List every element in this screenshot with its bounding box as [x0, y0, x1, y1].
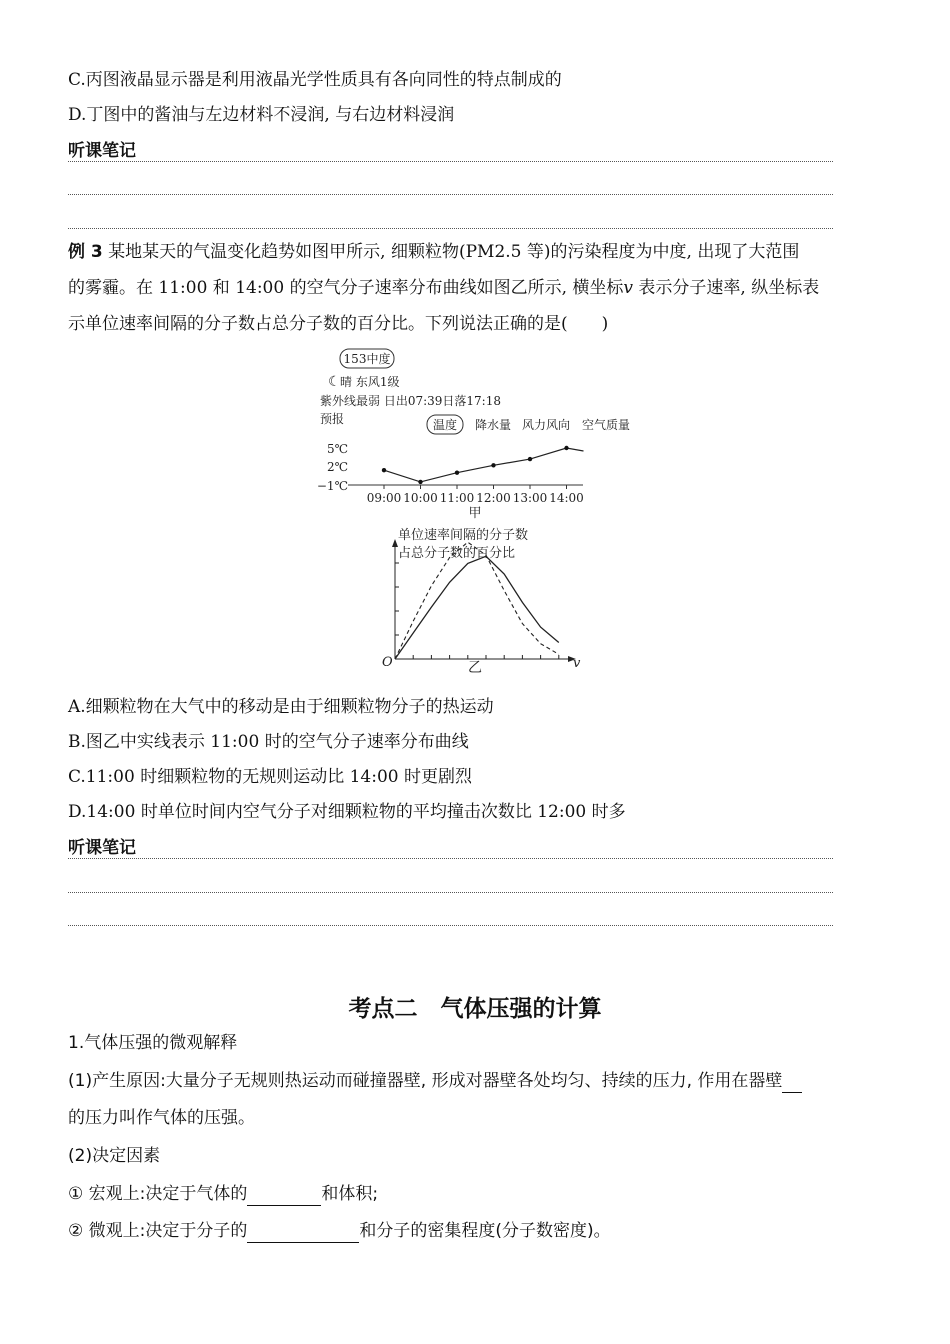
temperature-point	[418, 480, 422, 484]
tab-air-quality: 空气质量	[582, 418, 631, 432]
temperature-point	[564, 446, 568, 450]
tab-wind: 风力风向	[522, 418, 571, 432]
example3-line2	[68, 276, 819, 300]
option-c-prev: C.丙图液晶显示器是利用液晶光学性质具有各向同性的特点制成的	[68, 70, 562, 90]
temperature-point	[455, 470, 459, 474]
notes-line	[68, 925, 833, 926]
option-d-prev: D.丁图中的酱油与左边材料不浸润, 与右边材料浸润	[68, 105, 455, 125]
section-p2-text: (1)产生原因:大量分子无规则热运动而碰撞器壁, 形成对器壁各处均匀、持续的压力, 作用在器壁	[68, 1071, 783, 1091]
figure-weather-and-distribution	[300, 345, 631, 680]
x-tick-label: 11:00	[439, 491, 475, 505]
example-label: 例 3	[68, 242, 103, 262]
caption-jia: 甲	[468, 506, 482, 521]
section-p5	[68, 1182, 378, 1206]
y-tick-label: 2℃	[326, 460, 348, 474]
example3-text-2b: 表示分子速率, 纵坐标表	[633, 278, 820, 298]
section-title: 考点二 气体压强的计算	[348, 996, 602, 1022]
option-a: A.细颗粒物在大气中的移动是由于细颗粒物分子的热运动	[68, 697, 494, 717]
example3-line3: 示单位速率间隔的分子数占总分子数的百分比。下列说法正确的是( )	[68, 314, 609, 334]
x-tick-label: 12:00	[476, 491, 511, 505]
temperature-point	[528, 457, 532, 461]
section-p4: (2)决定因素	[68, 1146, 161, 1166]
section-p3: 的压力叫作气体的压强。	[68, 1108, 255, 1128]
fill-blank[interactable]	[247, 1224, 359, 1243]
notes-line	[68, 858, 833, 859]
y-tick-label: 5℃	[326, 442, 348, 456]
notes-line	[68, 161, 833, 162]
moon-icon: ☾	[328, 374, 341, 390]
example3-text-1: 某地某天的气温变化趋势如图甲所示, 细颗粒物(PM2.5 等)的污染程度为中度, 出现了大范围	[108, 242, 800, 262]
section-p6-text-b: 和分子的密集程度(分子数密度)。	[359, 1221, 611, 1241]
section-p6-text-a: ② 微观上:决定于分子的	[68, 1221, 248, 1241]
y-axis-label-2: 占总分子数的百分比	[398, 546, 516, 561]
tab-temperature: 温度	[432, 418, 458, 432]
y-axis-label-1: 单位速率间隔的分子数	[398, 528, 529, 543]
option-c: C.11:00 时细颗粒物的无规则运动比 14:00 时更剧烈	[68, 767, 472, 787]
notes-line	[68, 892, 833, 893]
weather-text: 晴 东风1级	[340, 375, 400, 389]
x-tick-label: 09:00	[366, 491, 402, 505]
section-p6	[68, 1219, 611, 1243]
forecast-label: 预报	[320, 412, 345, 426]
caption-yi: 乙	[468, 660, 482, 676]
notes-line	[68, 228, 833, 229]
temperature-line	[384, 448, 584, 482]
x-tick-label: 14:00	[549, 491, 584, 505]
variable-v: v	[623, 278, 634, 298]
example3-text-2a: 的雾霾。在 11:00 和 14:00 的空气分子速率分布曲线如图乙所示, 横坐标	[68, 278, 624, 298]
aqi-badge: 153中度	[343, 352, 391, 366]
option-b: B.图乙中实线表示 11:00 时的空气分子速率分布曲线	[68, 732, 469, 752]
option-d: D.14:00 时单位时间内空气分子对细颗粒物的平均撞击次数比 12:00 时多	[68, 802, 626, 822]
temperature-point	[382, 468, 386, 472]
temperature-point	[491, 463, 495, 467]
x-tick-label: 13:00	[512, 491, 548, 505]
tab-precip: 降水量	[475, 418, 512, 432]
fill-blank[interactable]	[247, 1187, 321, 1206]
notes-line	[68, 194, 833, 195]
example3-line1	[68, 240, 799, 264]
x-axis-label-v: v	[573, 656, 581, 671]
fill-blank[interactable]	[782, 1074, 802, 1093]
notes-label-2: 听课笔记	[68, 838, 136, 858]
notes-label-1: 听课笔记	[68, 141, 136, 161]
origin-label: O	[382, 655, 393, 670]
uv-sun-text: 紫外线最弱 日出07:39日落17:18	[320, 394, 501, 408]
section-p1: 1.气体压强的微观解释	[68, 1033, 238, 1053]
section-p5-text-b: 和体积;	[321, 1184, 379, 1204]
y-tick-label: −1℃	[316, 479, 348, 493]
x-tick-label: 10:00	[403, 491, 438, 505]
section-p5-text-a: ① 宏观上:决定于气体的	[68, 1184, 248, 1204]
section-p2	[68, 1069, 802, 1093]
